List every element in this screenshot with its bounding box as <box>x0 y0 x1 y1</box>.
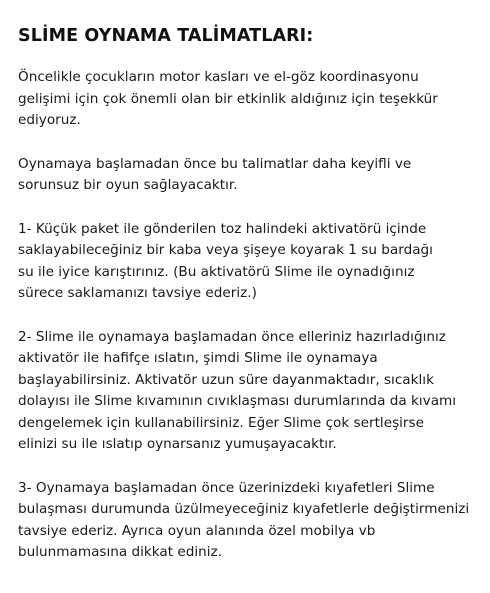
text-line: dolayısı ile Slime kıvamının cıvıklaşması durumlarında da kıvamı <box>18 393 457 409</box>
paragraph-thanks <box>18 67 484 132</box>
text-line: 3- Oynamaya başlamadan önce üzerinizdeki kıyafetleri Slime <box>18 479 435 496</box>
instructions-document <box>18 24 484 586</box>
paragraph-step-3 <box>18 478 484 564</box>
text-line: başlayabilirsiniz. Aktivatör uzun süre dayanmaktadır, sıcaklık <box>18 371 434 388</box>
text-line: dengelemek için kullanabilirsiniz. Eğer Slime çok sertleşirse <box>18 414 424 431</box>
text-line: gelişimi için çok önemli olan bir etkinlik aldığınız için teşekkür <box>18 90 438 107</box>
text-line: sürece saklamanızı tavsiye ederiz.) <box>18 285 257 301</box>
text-line: Oynamaya başlamadan önce bu talimatlar daha keyifli ve <box>18 155 412 172</box>
paragraph-step-2 <box>18 327 484 456</box>
text-line: ediyoruz. <box>18 112 81 128</box>
text-line: bulaşması durumunda üzülmeyeceğiniz kıyafetlerle değiştirmenizi <box>18 501 470 517</box>
document-title: SLİME OYNAMA TALİMATLARI: <box>18 26 314 46</box>
paragraph-intro <box>18 154 484 197</box>
text-line: 2- Slime ile oynamaya başlamadan önce elleriniz hazırladığınız <box>18 328 446 345</box>
text-line: saklayabileceğiniz bir kaba veya şişeye koyarak 1 su bardağı <box>18 242 433 258</box>
text-line: tavsiye ederiz. Ayrıca oyun alanında özel mobilya vb <box>18 522 376 539</box>
text-line: 1- Küçük paket ile gönderilen toz halindeki aktivatörü içinde <box>18 220 427 237</box>
text-line: Öncelikle çocukların motor kasları ve el-göz koordinasyonu <box>18 69 419 85</box>
text-line: su ile iyice karıştırınız. (Bu aktivatörü Slime ile oynadığınız <box>18 263 415 280</box>
text-line: elinizi su ile ıslatıp oynarsanız yumuşayacaktır. <box>18 436 337 452</box>
text-line: bulunmamasına dikkat ediniz. <box>18 544 223 560</box>
text-line: aktivatör ile hafifçe ıslatın, şimdi Slime ile oynamaya <box>18 350 378 366</box>
text-line: sorunsuz bir oyun sağlayacaktır. <box>18 177 238 193</box>
paragraph-step-1 <box>18 219 484 305</box>
